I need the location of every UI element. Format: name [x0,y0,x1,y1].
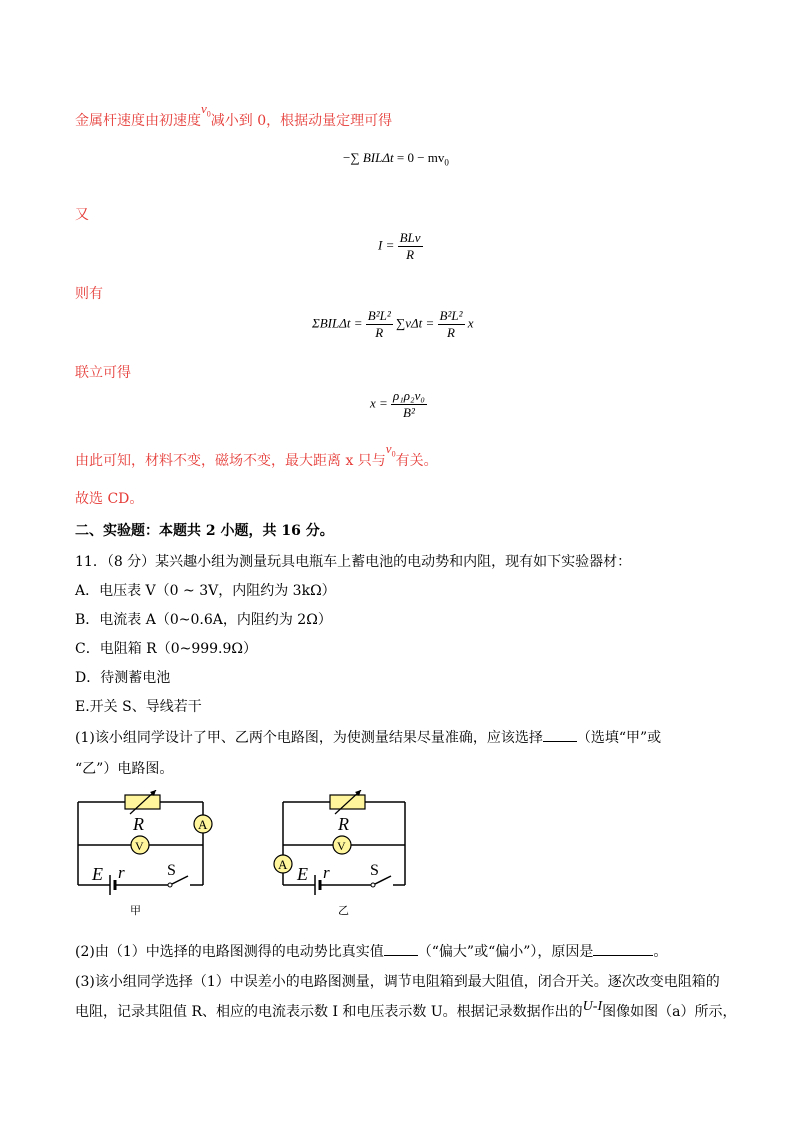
ui-symbol: U-I [582,999,603,1014]
part-3-line-2 [75,1001,736,1021]
v0-symbol [385,441,396,459]
v-sub: 0 [391,449,396,459]
question-11: 11．（8 分）某兴趣小组为测量玩具电瓶车上蓄电池的电动势和内阻，现有如下实验器材： [75,554,632,570]
circuit-diagrams [70,790,430,930]
v0-symbol [201,101,211,119]
text-segment: 有关。 [395,453,438,469]
solution-you: 又 [75,207,89,223]
eq-x: x [467,315,474,331]
denominator: R [406,247,415,262]
solution-zeyou: 则有 [75,286,103,302]
eq-term: BILΔt [362,150,394,165]
text-segment: 金属杆速度由初速度 [75,113,201,129]
equation-momentum [343,150,449,168]
solution-conclusion [75,441,438,471]
numerator: B²L² [367,308,391,323]
label-E: E [92,864,103,884]
denominator: R [447,325,455,340]
denominator: B² [403,405,415,420]
label-S: S [167,862,176,879]
option-c: C．电阻箱 R（0~999.9Ω） [75,641,258,657]
label-jia: 甲 [130,905,141,917]
label-A: A [198,817,208,832]
text-segment: 电阻，记录其阻值 R、相应的电流表示数 I 和电压表示数 U。根据记录数据作出的 [75,1004,583,1020]
equation-current [378,230,423,263]
fraction-a [366,308,393,341]
numerator: BLv [399,230,421,245]
option-a: A．电压表 V（0 ~ 3V，内阻约为 3kΩ） [75,583,336,599]
label-V: V [337,839,346,853]
label-R: R [338,814,349,834]
label-r: r [118,863,125,882]
part-3-line-1: (3)该小组同学选择（1）中误差小的电路图测量，调节电阻箱到最大阻值，闭合开关。逐次改变电阻箱的 [75,974,720,990]
text-segment: (2)由（1）中选择的电路图测得的电动势比真实值 [75,944,384,960]
text-segment: 由此可知，材料不变，磁场不变，最大距离 x 只与 [75,453,386,469]
v-sub: 0 [206,109,211,119]
solution-line-1 [75,101,393,131]
equation-x [370,388,427,421]
answer-blank-3[interactable] [593,943,653,956]
text-segment: 减小到 0，根据动量定理可得 [210,113,393,129]
text-segment: （选填“甲”或 [576,730,662,746]
numerator: ρ₁ρ₂v₀ [393,388,425,403]
denominator: R [375,325,384,340]
text-segment: 。 [653,944,668,960]
circuit-right [274,790,405,917]
eq-sum: −∑ [343,150,360,165]
numerator: B²L² [439,308,463,323]
answer-blank-2[interactable] [384,943,418,956]
label-V: V [135,839,144,853]
part-2 [75,941,667,961]
label-R: R [133,814,144,834]
fraction [391,388,427,421]
eq-lhs: I = [378,237,395,253]
option-b: B．电流表 A（0~0.6A，内阻约为 2Ω） [75,612,332,628]
label-A: A [278,857,288,872]
v-letter: v [201,101,207,116]
eq-lhs: x = [370,395,388,411]
fraction-b [438,308,465,341]
solution-answer: 故选 CD。 [75,491,144,507]
section-heading: 二、实验题：本题共 2 小题，共 16 分。 [75,523,334,539]
circuit-left [78,790,212,917]
equation-sum [312,308,474,341]
eq-lhs: ΣBILΔt = [312,315,363,331]
answer-blank-1[interactable] [543,729,577,742]
part-1-line-1 [75,727,661,747]
v-letter: v [385,441,392,456]
label-r: r [323,863,330,882]
label-E: E [297,864,308,884]
option-d: D．待测蓄电池 [75,670,171,686]
part-1-line-2: “乙”）电路图。 [75,761,174,777]
text-segment: (1)该小组同学设计了甲、乙两个电路图，为使测量结果尽量准确，应该选择 [75,730,543,746]
label-yi: 乙 [338,905,349,917]
text-segment: 图像如图（a）所示， [602,1004,737,1020]
text-segment: （“偏大”或“偏小”），原因是 [417,944,594,960]
fraction [398,230,423,263]
option-e: E.开关 S、导线若干 [75,699,202,715]
eq-sub: 0 [444,157,449,168]
solution-lianli: 联立可得 [75,365,131,381]
label-S: S [370,862,379,879]
eq-rhs: = 0 − mv [396,150,445,165]
eq-mid: ∑vΔt = [395,315,435,331]
